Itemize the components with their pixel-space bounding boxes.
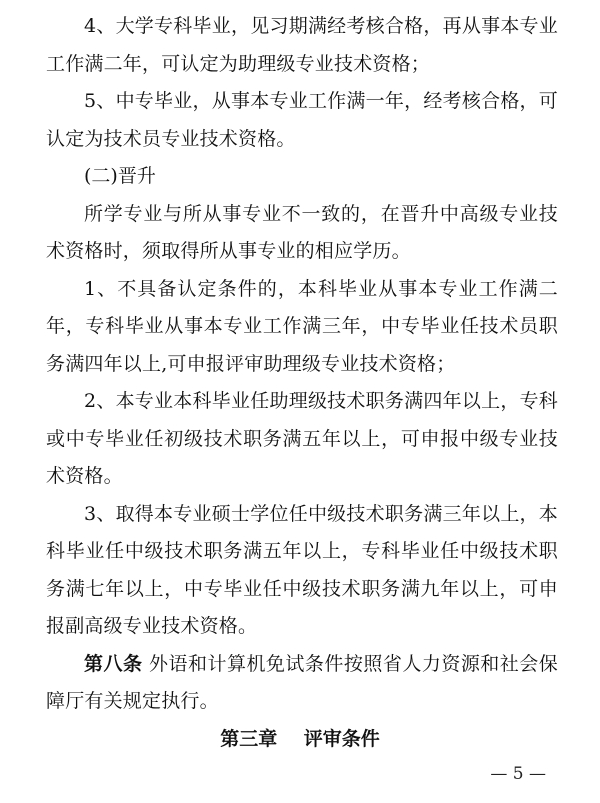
chapter-heading: 第三章 评审条件 xyxy=(220,728,380,750)
article-8-paragraph xyxy=(46,646,558,721)
section-heading-promotion: (二)晋升 xyxy=(84,165,156,187)
article-8-text: 外语和计算机免试条件按照省人力资源和社会保障厅有关规定执行。 xyxy=(46,652,558,712)
document-body xyxy=(46,8,558,721)
paragraph-item-3: 3、取得本专业硕士学位任中级技术职务满三年以上，本科毕业任中级技术职务满五年以上，专科毕业任中级技术职务满七年以上，中专毕业任中级技术职务满九年以上，可申报副高级专业技术资格。 xyxy=(46,502,558,637)
paragraph-major-mismatch: 所学专业与所从事专业不一致的，在晋升中高级专业技术资格时，须取得所从事专业的相应学历。 xyxy=(46,202,558,262)
paragraph-item-1: 1、不具备认定条件的，本科毕业从事本专业工作满二年，专科毕业从事本专业工作满三年，中专毕业任技术员职务满四年以上,可申报评审助理级专业技术资格； xyxy=(46,277,558,375)
paragraph-item-2: 2、本专业本科毕业任助理级技术职务满四年以上，专科或中专毕业任初级技术职务满五年以上，可申报中级专业技术资格。 xyxy=(46,390,558,487)
article-8-label: 第八条 xyxy=(84,652,143,675)
paragraph-item-5: 5、中专毕业，从事本专业工作满一年，经考核合格，可认定为技术员专业技术资格。 xyxy=(46,90,558,150)
paragraph-item-4: 4、大学专科毕业，见习期满经考核合格，再从事本专业工作满二年，可认定为助理级专业技术资格； xyxy=(46,15,558,75)
page-number: — 5 — xyxy=(490,764,546,784)
